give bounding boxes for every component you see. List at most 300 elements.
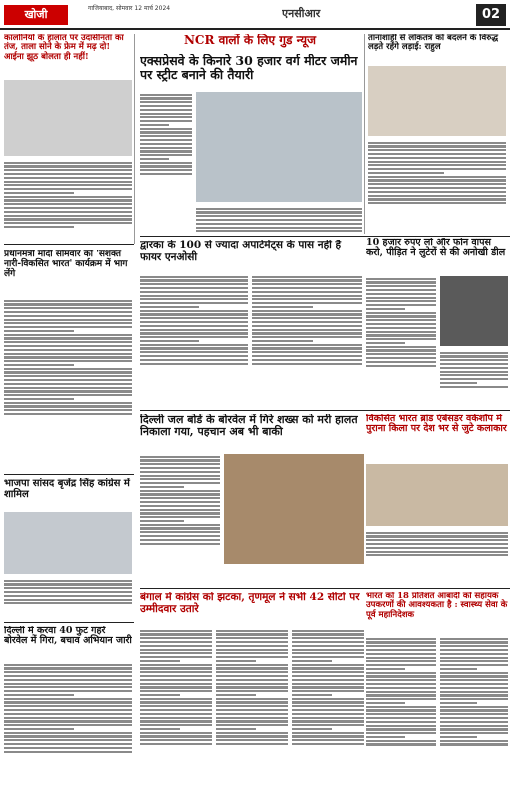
text-line [140, 543, 220, 545]
text-line [4, 181, 132, 183]
text-line [368, 172, 444, 174]
text-line [4, 694, 74, 696]
text-line [216, 686, 288, 688]
text-line [252, 302, 362, 304]
text-line [440, 740, 508, 742]
text-line [216, 667, 288, 669]
text-line [4, 315, 132, 317]
section-rule [4, 474, 134, 475]
text-line [140, 539, 220, 541]
headline-borewell-40ft: दिल्ली में करवा 40 फुट गहरे बोरवेल में गिरा, बचाव अभियान जारी [4, 626, 132, 647]
text-line [366, 679, 436, 681]
text-line [4, 192, 74, 194]
text-line [4, 199, 132, 201]
text-line [140, 490, 220, 492]
text-line [4, 735, 132, 737]
text-line [4, 169, 132, 171]
text-line [292, 649, 364, 651]
headline-expressway: एक्सप्रेसवे के किनारे 30 हजार वर्ग मीटर जमीन पर स्ट्रीट बनाने की तैयारी [140, 54, 358, 82]
text-line [216, 735, 288, 737]
section-rule [140, 410, 364, 411]
bengal-body [140, 628, 212, 796]
text-line [368, 176, 506, 178]
section-brand: एनसीआर [282, 7, 321, 20]
text-line [292, 633, 364, 635]
text-line [216, 701, 288, 703]
text-line [368, 161, 506, 163]
text-line [292, 675, 364, 677]
text-line [216, 683, 288, 685]
text-line [140, 497, 220, 499]
text-line [366, 349, 436, 351]
text-line [140, 276, 248, 278]
text-line [140, 641, 212, 643]
section-rule [140, 236, 364, 237]
text-line [4, 675, 132, 677]
text-line [216, 717, 288, 719]
text-line [292, 686, 364, 688]
text-line [440, 653, 508, 655]
text-line [366, 675, 436, 677]
assistive-body [366, 636, 436, 796]
text-line [140, 493, 220, 495]
text-line [4, 360, 132, 362]
section-rule [4, 244, 134, 245]
text-line [140, 351, 248, 353]
text-line [292, 720, 364, 722]
text-line [366, 315, 436, 317]
text-line [440, 668, 477, 670]
text-line [140, 131, 192, 133]
text-line [140, 329, 248, 331]
text-line [292, 735, 364, 737]
text-line [140, 113, 192, 115]
text-line [140, 325, 248, 327]
text-line [4, 686, 132, 688]
text-line [440, 359, 508, 361]
text-line [140, 527, 220, 529]
text-line [292, 732, 364, 734]
text-line [366, 732, 436, 734]
text-line [216, 720, 288, 722]
text-line [140, 135, 192, 137]
text-line [292, 630, 364, 632]
text-line [366, 338, 436, 340]
text-line [440, 702, 477, 704]
text-line [252, 321, 362, 323]
headline-gift-banner: NCR वालों के लिए गुड न्यूज [183, 34, 317, 47]
text-line [4, 383, 132, 385]
text-line [140, 724, 212, 726]
text-line [4, 705, 132, 707]
text-line [216, 698, 288, 700]
text-line [140, 332, 248, 334]
text-line [366, 641, 436, 643]
text-line [140, 679, 212, 681]
text-line [440, 743, 508, 745]
text-line [440, 725, 508, 727]
text-line [4, 330, 74, 332]
text-line [196, 227, 362, 229]
text-line [366, 740, 436, 742]
text-line [252, 295, 362, 297]
text-line [140, 150, 192, 152]
brijendra-body [4, 578, 132, 618]
encroachment-photo [4, 80, 132, 156]
text-line [440, 371, 508, 373]
text-line [140, 516, 220, 518]
text-line [292, 690, 364, 692]
text-line [140, 317, 248, 319]
text-line [252, 306, 313, 308]
text-line [140, 147, 192, 149]
text-line [140, 344, 248, 346]
text-line [140, 652, 212, 654]
text-line [366, 721, 436, 723]
text-line [292, 709, 364, 711]
text-line [366, 543, 508, 545]
text-line [252, 313, 362, 315]
text-line [366, 713, 436, 715]
text-line [140, 739, 212, 741]
text-line [140, 698, 212, 700]
text-line [4, 349, 132, 351]
dwarka-body-cont [252, 274, 362, 406]
text-line [366, 327, 436, 329]
text-line [140, 656, 212, 658]
text-line [440, 698, 508, 700]
text-line [366, 657, 436, 659]
text-line [140, 467, 220, 469]
text-line [216, 671, 288, 673]
text-line [140, 94, 192, 96]
text-line [252, 340, 313, 342]
text-line [140, 471, 220, 473]
expressway-body [140, 92, 192, 212]
text-line [216, 656, 288, 658]
section-rule [364, 588, 510, 589]
text-line [4, 720, 132, 722]
text-line [440, 732, 508, 734]
text-line [140, 321, 248, 323]
text-line [140, 524, 220, 526]
text-line [440, 386, 508, 388]
text-line [216, 675, 288, 677]
text-line [216, 630, 288, 632]
text-line [366, 660, 436, 662]
text-line [4, 345, 132, 347]
text-line [366, 706, 436, 708]
headline-brand-ambassador: विकसित भारत ब्रांड एंबेसडर वर्कशॉप में पुराना किला पर देश भर से जुटे कलाकार [366, 414, 507, 435]
text-line [196, 223, 362, 225]
text-line [366, 717, 436, 719]
text-line [4, 683, 132, 685]
text-line [196, 215, 362, 217]
text-line [368, 202, 506, 204]
text-line [140, 456, 220, 458]
text-line [140, 310, 248, 312]
text-line [368, 168, 506, 170]
section-rule [4, 622, 134, 623]
text-line [140, 101, 192, 103]
rahul-body [368, 140, 506, 236]
text-line [292, 724, 364, 726]
text-line [140, 313, 248, 315]
text-line [366, 297, 436, 299]
dwarka-body [140, 274, 248, 406]
text-line [140, 359, 248, 361]
text-line [4, 326, 132, 328]
text-line [366, 334, 436, 336]
text-line [366, 668, 405, 670]
text-line [216, 645, 288, 647]
column-divider [364, 34, 365, 234]
text-line [140, 649, 212, 651]
text-line [292, 667, 364, 669]
text-line [4, 368, 132, 370]
text-line [140, 306, 199, 308]
text-line [366, 300, 436, 302]
headline-borewell: दिल्ली जल बोर्ड के बोरवेल में गिरे शख्स को मरी हालत निकाला गया, पहचान अब भी बाकी [140, 414, 358, 439]
text-line [140, 633, 212, 635]
text-line [140, 162, 192, 164]
text-line [140, 482, 220, 484]
text-line [4, 334, 132, 336]
text-line [292, 728, 332, 730]
text-line [366, 532, 508, 534]
text-line [366, 702, 405, 704]
text-line [252, 336, 362, 338]
text-line [366, 357, 436, 359]
text-line [140, 128, 192, 130]
text-line [366, 365, 436, 367]
text-line [140, 667, 212, 669]
text-line [140, 105, 192, 107]
text-line [216, 633, 288, 635]
text-line [292, 641, 364, 643]
text-line [366, 743, 436, 745]
text-line [366, 346, 436, 348]
text-line [140, 630, 212, 632]
text-line [366, 547, 508, 549]
text-line [4, 698, 132, 700]
text-line [216, 694, 256, 696]
text-line [292, 743, 364, 745]
text-line [4, 387, 132, 389]
brijendra-photo [4, 512, 132, 574]
text-line [216, 724, 288, 726]
text-line [196, 230, 362, 232]
expressway-photo [196, 92, 362, 202]
text-line [4, 211, 132, 213]
text-line [4, 664, 132, 666]
text-line [292, 698, 364, 700]
bengal-body-cont-2 [292, 628, 364, 796]
text-line [366, 645, 436, 647]
assistive-body-cont [440, 636, 508, 796]
text-line [4, 409, 132, 411]
column-divider [134, 34, 135, 244]
text-line [216, 637, 288, 639]
text-line [140, 165, 192, 167]
text-line [140, 512, 220, 514]
text-line [366, 285, 436, 287]
text-line [140, 120, 192, 122]
text-line [140, 694, 180, 696]
text-line [440, 721, 508, 723]
text-line [4, 165, 132, 167]
text-line [4, 215, 132, 217]
modi-program-body [4, 298, 132, 470]
text-line [366, 312, 436, 314]
text-line [440, 374, 508, 376]
text-line [4, 724, 132, 726]
text-line [140, 675, 212, 677]
text-line [4, 751, 132, 753]
text-line [216, 728, 256, 730]
text-line [216, 649, 288, 651]
text-line [252, 317, 362, 319]
text-line [366, 323, 436, 325]
text-line [366, 281, 436, 283]
text-line [4, 595, 132, 597]
text-line [440, 638, 508, 640]
text-line [440, 363, 508, 365]
text-line [4, 379, 132, 381]
text-line [368, 142, 506, 144]
text-line [440, 728, 508, 730]
text-line [216, 705, 288, 707]
headline-rahul: तानाशाही से लोकतंत्र को बदलने के विरुद्ध लड़ते रहेंगे लड़ाई: राहुल [368, 34, 499, 53]
text-line [4, 580, 132, 582]
text-line [440, 679, 508, 681]
headline-bengal: बंगाल में कांग्रेस को झटका, तृणमूल ने सभी 42 सीटों पर उम्मीदवार उतारे [140, 592, 360, 615]
text-line [4, 322, 132, 324]
text-line [140, 709, 212, 711]
text-line [216, 664, 288, 666]
text-line [216, 709, 288, 711]
text-line [140, 720, 212, 722]
text-line [292, 656, 364, 658]
text-line [366, 353, 436, 355]
text-line [292, 660, 332, 662]
page-number: 02 [476, 4, 506, 26]
text-line [4, 405, 132, 407]
text-line [292, 717, 364, 719]
text-line [440, 352, 508, 354]
text-line [440, 713, 508, 715]
headline-encroachment: कालोनियों के हालात पर उदासीनता का तंज, ताला सोने के फ्रेम में मढ़ दो! आईना झूठ बोलता ही नहीं! [4, 34, 124, 62]
rahul-photo [368, 66, 506, 136]
text-line [440, 645, 508, 647]
text-line [4, 602, 132, 604]
text-line [252, 276, 362, 278]
text-line [140, 520, 184, 522]
text-line [140, 690, 212, 692]
headline-brijendra: भाजपा सांसद बृजेंद्र सिंह कांग्रेस में शामिल [4, 478, 130, 500]
text-line [140, 732, 212, 734]
text-line [140, 287, 248, 289]
section-rule [364, 410, 510, 411]
brand-ambassador-body [366, 530, 508, 570]
text-line [216, 652, 288, 654]
text-line [140, 701, 212, 703]
text-line [4, 311, 132, 313]
fraud-body [366, 276, 436, 406]
text-line [140, 645, 212, 647]
text-line [368, 145, 506, 147]
text-line [4, 587, 132, 589]
text-line [440, 706, 508, 708]
text-line [140, 169, 192, 171]
text-line [140, 154, 192, 156]
text-line [4, 402, 132, 404]
text-line [140, 501, 220, 503]
text-line [140, 637, 212, 639]
text-line [252, 298, 362, 300]
text-line [4, 398, 74, 400]
text-line [140, 531, 220, 533]
text-line [4, 319, 132, 321]
text-line [4, 732, 132, 734]
text-line [366, 535, 508, 537]
text-line [368, 183, 506, 185]
text-line [440, 664, 508, 666]
text-line [252, 329, 362, 331]
text-line [292, 664, 364, 666]
text-line [4, 337, 132, 339]
text-line [140, 340, 199, 342]
text-line [4, 162, 132, 164]
text-line [366, 638, 436, 640]
text-line [366, 293, 436, 295]
text-line [4, 353, 132, 355]
text-line [140, 109, 192, 111]
text-line [366, 694, 436, 696]
text-line [4, 364, 74, 366]
text-line [140, 363, 248, 365]
headline-assistive: भारत को 18 प्रतिशत आबादी को सहायक उपकरणों की आवश्यकता है : स्वास्थ्य सेवा के पूर्व महानिदेशक [366, 592, 508, 620]
text-line [140, 283, 248, 285]
text-line [4, 679, 132, 681]
text-line [292, 679, 364, 681]
text-line [366, 683, 436, 685]
text-line [140, 664, 212, 666]
text-line [140, 683, 212, 685]
text-line [4, 747, 132, 749]
text-line [196, 208, 362, 210]
text-line [368, 179, 506, 181]
text-line [366, 331, 436, 333]
text-line [292, 652, 364, 654]
text-line [368, 149, 506, 151]
text-line [4, 307, 132, 309]
newspaper-logo: खोजी [4, 5, 68, 25]
text-line [252, 310, 362, 312]
text-line [140, 463, 220, 465]
text-line [252, 359, 362, 361]
text-line [440, 367, 508, 369]
text-line [140, 717, 212, 719]
text-line [4, 371, 132, 373]
text-line [140, 686, 212, 688]
text-line [4, 218, 132, 220]
text-line [368, 153, 506, 155]
text-line [140, 459, 220, 461]
text-line [140, 535, 220, 537]
text-line [366, 342, 405, 344]
text-line [4, 599, 132, 601]
